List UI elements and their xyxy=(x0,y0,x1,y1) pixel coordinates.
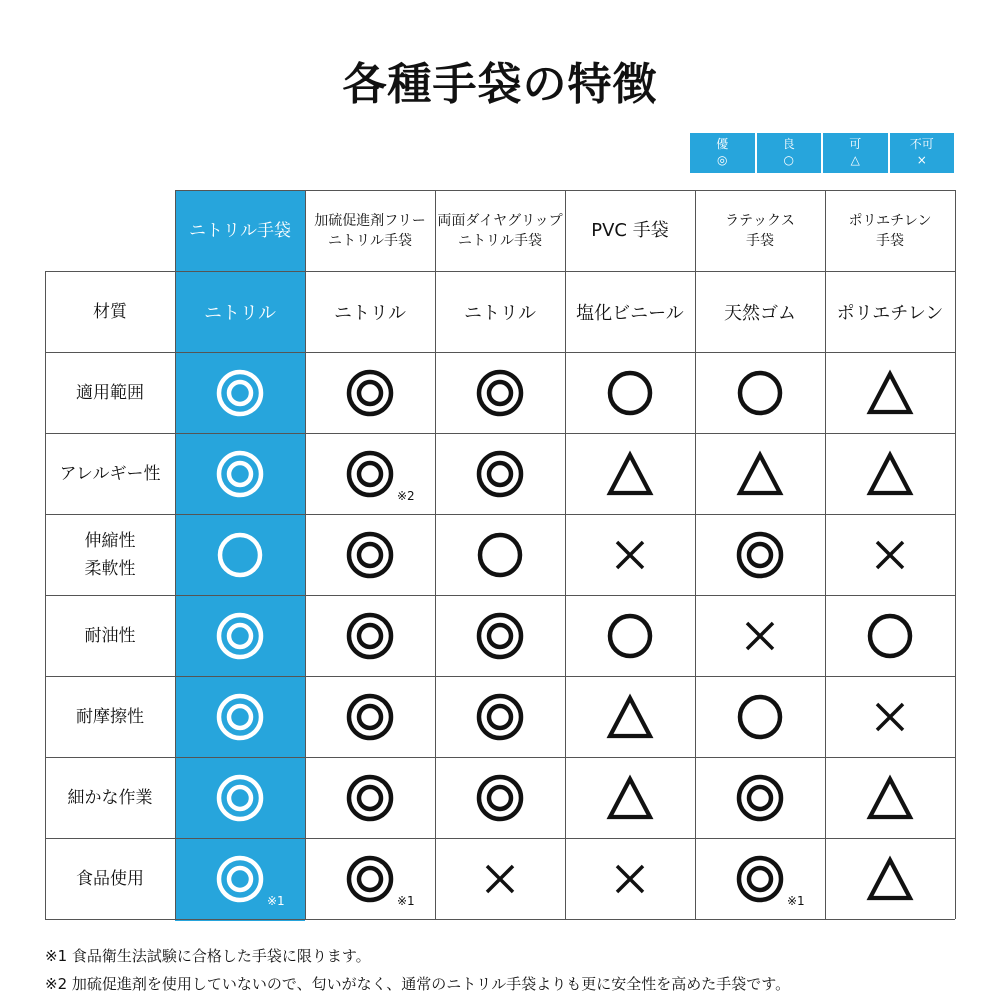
double-circle-icon xyxy=(475,449,525,499)
material-cell: 天然ゴム xyxy=(724,302,796,324)
triangle-icon xyxy=(605,692,655,742)
rating-cell xyxy=(175,838,305,919)
column-header-3 xyxy=(435,190,565,271)
grid-line xyxy=(565,190,566,919)
double-circle-icon xyxy=(215,773,265,823)
cross-icon: × xyxy=(916,153,927,167)
rating-cell xyxy=(695,676,825,757)
grid-line xyxy=(45,514,955,515)
legend-label: 良 xyxy=(782,137,795,151)
column-header-text xyxy=(314,211,425,251)
rating-cell xyxy=(695,757,825,838)
triangle-icon xyxy=(605,449,655,499)
column-header-line2: ニトリル手袋 xyxy=(327,232,412,249)
page-title: 各種手袋の特徴 xyxy=(342,59,658,110)
rating-cell xyxy=(565,838,695,919)
column-header-1 xyxy=(175,190,305,271)
row-label-text xyxy=(76,703,144,731)
rating-cell xyxy=(565,433,695,514)
triangle-icon xyxy=(865,773,915,823)
footnote-2: ※2 加硫促進剤を使用していないので、匂いがなく、通常のニトリル手袋よりも更に安全性を高めた手袋です。 xyxy=(45,975,791,993)
row-label-text xyxy=(76,865,144,893)
cross-icon xyxy=(865,530,915,580)
double-circle-icon xyxy=(345,530,395,580)
rating-cell xyxy=(825,838,955,919)
circle-icon: ○ xyxy=(783,153,794,167)
rating-cell xyxy=(435,595,565,676)
rating-cell xyxy=(435,838,565,919)
circle-icon xyxy=(475,530,525,580)
rating-cell xyxy=(565,595,695,676)
row-label-line1: アレルギー性 xyxy=(59,463,161,484)
double-circle-icon xyxy=(735,773,785,823)
material-cell: ニトリル xyxy=(334,302,406,324)
rating-cell xyxy=(565,676,695,757)
row-label xyxy=(45,433,175,514)
rating-cell xyxy=(695,352,825,433)
column-header-line2: 手袋 xyxy=(876,232,904,249)
rating-legend xyxy=(690,133,954,173)
rating-cell xyxy=(695,433,825,514)
column-header-line1: 両面ダイヤグリップ xyxy=(437,212,563,229)
rating-note: ※1 xyxy=(397,894,415,908)
legend-excellent xyxy=(690,133,757,173)
rating-cell xyxy=(175,433,305,514)
double-circle-icon xyxy=(735,530,785,580)
legend-fair xyxy=(823,133,890,173)
grid-line xyxy=(175,190,176,919)
rating-note: ※1 xyxy=(267,894,285,908)
rating-cell xyxy=(825,514,955,595)
column-header-5 xyxy=(695,190,825,271)
circle-icon xyxy=(605,368,655,418)
rating-cell xyxy=(175,352,305,433)
rating-cell xyxy=(175,676,305,757)
row-label-text xyxy=(60,460,161,488)
circle-icon xyxy=(865,611,915,661)
legend-label: 不可 xyxy=(909,137,934,151)
column-header-text xyxy=(437,211,562,251)
column-header-line1: ラテックス xyxy=(725,212,795,229)
rating-cell xyxy=(175,514,305,595)
rating-cell xyxy=(695,595,825,676)
grid-line xyxy=(955,190,956,919)
rating-cell xyxy=(305,838,435,919)
row-label-text xyxy=(68,784,153,812)
grid-line xyxy=(45,352,955,353)
column-header-2 xyxy=(305,190,435,271)
row-label-line1: 伸縮性 xyxy=(84,530,136,551)
grid-line xyxy=(825,190,826,919)
rating-cell xyxy=(305,757,435,838)
legend-label: 可 xyxy=(849,137,862,151)
column-header-text xyxy=(591,221,668,241)
footnotes xyxy=(45,942,790,998)
column-header-text xyxy=(725,211,795,251)
row-label xyxy=(45,352,175,433)
rating-cell xyxy=(435,433,565,514)
triangle-icon xyxy=(865,368,915,418)
row-label xyxy=(45,838,175,919)
double-circle-icon xyxy=(345,368,395,418)
grid-line xyxy=(45,676,955,677)
grid-line xyxy=(305,190,306,919)
column-header-text xyxy=(848,211,931,251)
double-circle-icon xyxy=(475,692,525,742)
column-header-text xyxy=(189,221,291,241)
rating-note: ※1 xyxy=(787,894,805,908)
column-header-line1: PVC 手袋 xyxy=(591,219,669,241)
rating-cell xyxy=(305,595,435,676)
row-label-line1: 耐油性 xyxy=(84,625,136,646)
double-circle-icon xyxy=(345,854,395,904)
row-label-material: 材質 xyxy=(93,301,127,322)
double-circle-icon xyxy=(345,773,395,823)
rating-cell xyxy=(435,514,565,595)
rating-cell xyxy=(825,676,955,757)
row-label xyxy=(45,676,175,757)
material-cell: 塩化ビニール xyxy=(576,302,684,324)
column-header-line2: ニトリル手袋 xyxy=(457,232,542,249)
row-label xyxy=(45,514,175,595)
rating-cell xyxy=(305,433,435,514)
rating-cell xyxy=(565,352,695,433)
triangle-icon xyxy=(735,449,785,499)
rating-cell xyxy=(435,757,565,838)
rating-cell xyxy=(695,838,825,919)
material-cell: ニトリル xyxy=(464,302,536,324)
column-header-4 xyxy=(565,190,695,271)
column-header-line1: ニトリル手袋 xyxy=(189,220,291,241)
rating-cell xyxy=(825,595,955,676)
rating-cell xyxy=(175,595,305,676)
legend-good xyxy=(757,133,824,173)
double-circle-icon: ◎ xyxy=(717,153,728,167)
rating-cell xyxy=(435,676,565,757)
cross-icon xyxy=(735,611,785,661)
circle-icon xyxy=(605,611,655,661)
row-label xyxy=(45,757,175,838)
row-label-line1: 細かな作業 xyxy=(67,787,153,808)
circle-icon xyxy=(735,692,785,742)
row-label-line1: 適用範囲 xyxy=(76,382,144,403)
legend-poor xyxy=(890,133,955,173)
triangle-icon xyxy=(865,449,915,499)
cross-icon xyxy=(605,530,655,580)
cross-icon xyxy=(865,692,915,742)
double-circle-icon xyxy=(475,368,525,418)
column-header-6 xyxy=(825,190,955,271)
row-label-line1: 食品使用 xyxy=(76,868,144,889)
row-label-text xyxy=(76,379,144,407)
rating-cell xyxy=(825,757,955,838)
triangle-icon xyxy=(865,854,915,904)
circle-icon xyxy=(735,368,785,418)
column-header-line1: ポリエチレン xyxy=(848,212,932,229)
rating-cell xyxy=(175,757,305,838)
legend-label: 優 xyxy=(716,137,729,151)
material-cell: ニトリル xyxy=(204,302,276,324)
triangle-icon: △ xyxy=(850,153,860,167)
rating-cell xyxy=(825,433,955,514)
rating-cell xyxy=(305,514,435,595)
row-label-text xyxy=(85,622,136,650)
grid-line xyxy=(45,271,46,919)
double-circle-icon xyxy=(345,611,395,661)
grid-line xyxy=(45,271,955,272)
triangle-icon xyxy=(605,773,655,823)
rating-cell xyxy=(435,352,565,433)
rating-cell xyxy=(305,352,435,433)
row-label-line1: 耐摩擦性 xyxy=(76,706,144,727)
row-label-line2: 柔軟性 xyxy=(84,558,136,579)
rating-note: ※2 xyxy=(397,489,415,503)
rating-cell xyxy=(825,352,955,433)
grid-line xyxy=(45,757,955,758)
double-circle-icon xyxy=(215,854,265,904)
double-circle-icon xyxy=(735,854,785,904)
row-label-text xyxy=(85,527,136,583)
double-circle-icon xyxy=(475,773,525,823)
double-circle-icon xyxy=(215,611,265,661)
double-circle-icon xyxy=(475,611,525,661)
rating-cell xyxy=(695,514,825,595)
footnote-1: ※1 食品衛生法試験に合格した手袋に限ります。 xyxy=(45,947,371,965)
grid-line xyxy=(45,433,955,434)
cross-icon xyxy=(605,854,655,904)
double-circle-icon xyxy=(345,449,395,499)
double-circle-icon xyxy=(215,692,265,742)
rating-cell xyxy=(565,514,695,595)
row-label xyxy=(45,595,175,676)
column-header-line2: 手袋 xyxy=(746,232,774,249)
double-circle-icon xyxy=(215,368,265,418)
grid-line xyxy=(45,595,955,596)
double-circle-icon xyxy=(345,692,395,742)
rating-cell xyxy=(565,757,695,838)
grid-line xyxy=(695,190,696,919)
circle-icon xyxy=(215,530,265,580)
grid-line xyxy=(435,190,436,919)
cross-icon xyxy=(475,854,525,904)
double-circle-icon xyxy=(215,449,265,499)
grid-line xyxy=(45,838,955,839)
grid-line xyxy=(45,919,955,920)
material-cell: ポリエチレン xyxy=(836,302,944,324)
rating-cell xyxy=(305,676,435,757)
column-header-line1: 加硫促進剤フリー xyxy=(314,212,426,229)
